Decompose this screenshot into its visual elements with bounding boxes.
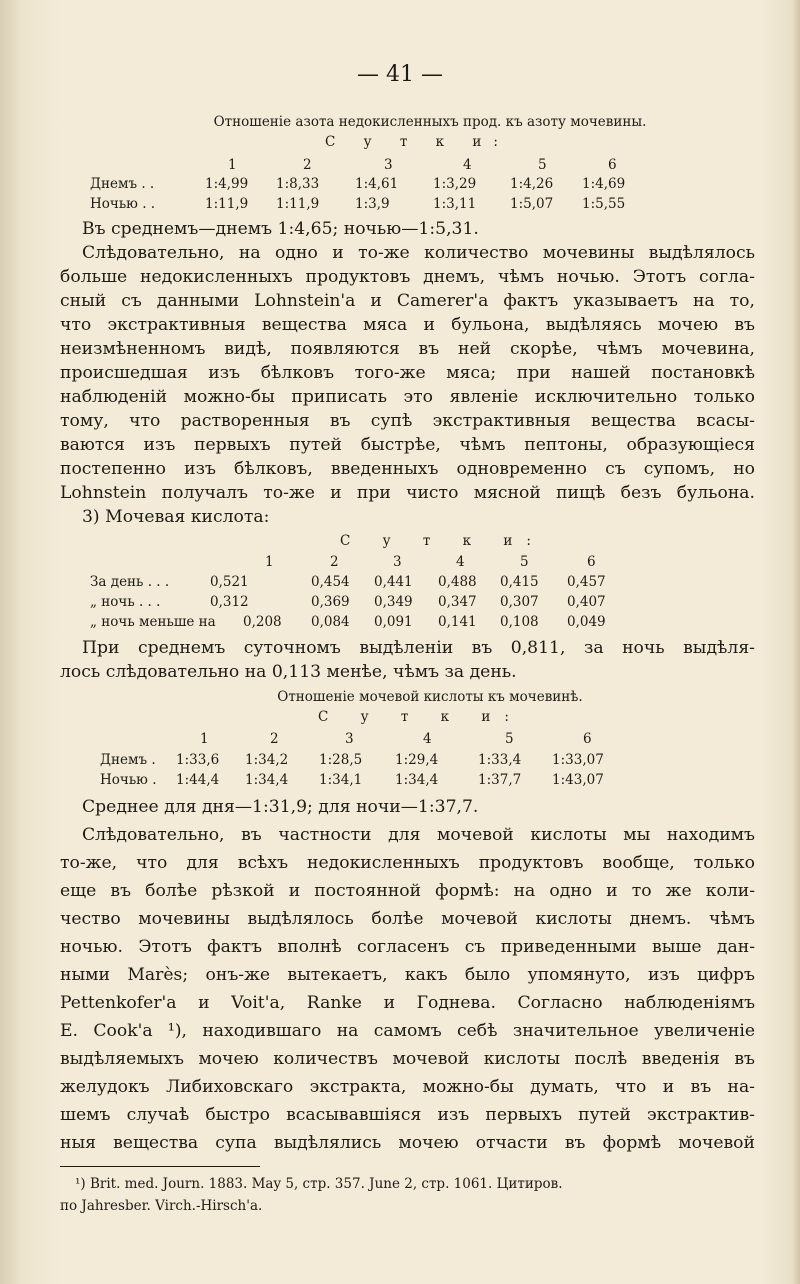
text-line: еще въ болѣе рѣзкой и постоянной формѣ: на одно и то же коли- [60, 881, 755, 901]
table-cell: 0,307 [500, 594, 539, 610]
column-header: 4 [456, 554, 465, 570]
table-cell: 1:33,6 [176, 752, 220, 768]
table-cell: 1:4,69 [582, 176, 626, 192]
table-cell [210, 614, 214, 630]
text-line: шемъ случаѣ быстро всасывавшіяся изъ первыхъ путей экстрактив- [60, 1105, 755, 1125]
text-line: больше недокисленныхъ продуктовъ днемъ, чѣмъ ночью. Этотъ согла- [60, 267, 755, 287]
days-header: С у т к и: [318, 709, 523, 725]
table-cell: 0,369 [311, 594, 350, 610]
row-label: Ночью . [100, 772, 157, 788]
table-cell: 1:3,29 [433, 176, 477, 192]
table-cell: 0,415 [500, 574, 539, 590]
column-header: 2 [303, 157, 312, 173]
column-header: 6 [608, 157, 617, 173]
text-line: сный съ данными Lohnstein'a и Camerer'a фактъ указываетъ на то, [60, 291, 755, 311]
table-cell: 1:34,2 [245, 752, 289, 768]
table-cell: 0,049 [567, 614, 606, 630]
text-line: Lohnstein получалъ то-же и при чисто мясной пищѣ безъ бульона. [60, 483, 755, 503]
row-label: „ ночь . . . [90, 594, 161, 610]
table-cell: 0,141 [438, 614, 477, 630]
table-cell: 0,454 [311, 574, 350, 590]
row-label: „ ночь меньше на [90, 614, 216, 630]
footnote-line: ¹) Brit. med. Journ. 1883. May 5, стр. 357. June 2, стр. 1061. Цитиров. [75, 1176, 563, 1192]
column-header: 1 [265, 554, 274, 570]
text-line: чество мочевины выдѣлялось болѣе мочевой кислоты днемъ. чѣмъ [60, 909, 755, 929]
table-cell: 1:29,4 [395, 752, 439, 768]
column-header: 6 [583, 731, 592, 747]
text-line: выдѣляемыхъ мочею количествъ мочевой кислоты послѣ введенія въ [60, 1049, 755, 1069]
column-header: 3 [345, 731, 354, 747]
table-cell: 1:33,07 [552, 752, 604, 768]
table-cell: 1:3,9 [355, 196, 390, 212]
column-header: 1 [200, 731, 209, 747]
text-line: происшедшая изъ бѣлковъ того-же мяса; при нашей постановкѣ [60, 363, 755, 383]
footnote-divider [60, 1166, 260, 1167]
table-cell: 1:11,9 [276, 196, 320, 212]
table-cell: 1:3,11 [433, 196, 477, 212]
table-cell: 1:5,55 [582, 196, 626, 212]
text-line: Pettenkofer'a и Voit'a, Ranke и Годнева. Согласно наблюденіямъ [60, 993, 755, 1013]
table-cell: 1:33,4 [478, 752, 522, 768]
text-line: ными Marès; онъ-же вытекаетъ, какъ было упомянуто, изъ цифръ [60, 965, 755, 985]
column-header: 2 [330, 554, 339, 570]
column-header: 3 [384, 157, 393, 173]
text-line: постепенно изъ бѣлковъ, введенныхъ одновременно съ супомъ, но [60, 459, 755, 479]
column-header: 3 [393, 554, 402, 570]
column-header: 5 [505, 731, 514, 747]
table-cell: 0,208 [243, 614, 282, 630]
days-header: С у т к и: [325, 134, 510, 150]
table-cell: 0,312 [210, 594, 249, 610]
table-cell: 0,521 [210, 574, 249, 590]
table-caption: Отношеніе азота недокисленныхъ прод. къ азоту мочевины. [213, 114, 647, 130]
text-line: наблюденій можно-бы приписать это явленіе исключительно только [60, 387, 755, 407]
table-cell: 1:34,1 [319, 772, 363, 788]
text-line: Слѣдовательно, въ частности для мочевой кислоты мы находимъ [82, 825, 755, 845]
column-header: 1 [228, 157, 237, 173]
table-cell: 1:44,4 [176, 772, 220, 788]
days-header: С у т к и: [340, 533, 545, 549]
text-line: что экстрактивныя вещества мяса и бульона, выдѣляясь мочею въ [60, 315, 755, 335]
table-cell: 0,108 [500, 614, 539, 630]
table-cell: 1:34,4 [245, 772, 289, 788]
table-cell: 0,084 [311, 614, 350, 630]
table-cell: 0,457 [567, 574, 606, 590]
text-line: желудокъ Либиховскаго экстракта, можно-бы думать, что и въ на- [60, 1077, 755, 1097]
column-header: 5 [538, 157, 547, 173]
column-header: 5 [520, 554, 529, 570]
table-cell: 1:34,4 [395, 772, 439, 788]
text-line: При среднемъ суточномъ выдѣленіи въ 0,811, за ночь выдѣля- [82, 638, 755, 658]
row-label: Днемъ . [100, 752, 156, 768]
table-cell: 1:8,33 [276, 176, 320, 192]
text-line: ныя вещества супа выдѣлялись мочею отчасти въ формѣ мочевой [60, 1133, 755, 1153]
table-cell: 1:43,07 [552, 772, 604, 788]
table-cell: 1:4,26 [510, 176, 554, 192]
text-line: Въ среднемъ—днемъ 1:4,65; ночью—1:5,31. [82, 219, 479, 239]
table-caption: Отношеніе мочевой кислоты къ мочевинѣ. [277, 689, 583, 705]
table-cell: 0,407 [567, 594, 606, 610]
table-cell: 1:5,07 [510, 196, 554, 212]
table-cell: 0,091 [374, 614, 413, 630]
row-label: Днемъ . . [90, 176, 155, 192]
text-line: тому, что растворенныя въ супѣ экстрактивныя вещества всасы- [60, 411, 755, 431]
page-number: — 41 — [357, 62, 443, 87]
text-line: Слѣдовательно, на одно и то-же количество мочевины выдѣлялось [82, 243, 755, 263]
text-line: неизмѣненномъ видѣ, появляются въ ней скорѣе, чѣмъ мочевина, [60, 339, 755, 359]
text-line: E. Cook'a ¹), находившаго на самомъ себѣ значительное увеличеніе [60, 1021, 755, 1041]
table-cell: 1:11,9 [205, 196, 249, 212]
table-cell: 1:4,61 [355, 176, 399, 192]
row-label: За день . . . [90, 574, 170, 590]
table-cell: 0,347 [438, 594, 477, 610]
text-line: то-же, что для всѣхъ недокисленныхъ продуктовъ вообще, только [60, 853, 755, 873]
column-header: 4 [463, 157, 472, 173]
footnote-line: по Jahresber. Virch.-Hirsch'a. [60, 1198, 263, 1214]
table-cell: 1:28,5 [319, 752, 363, 768]
text-line: Среднее для дня—1:31,9; для ночи—1:37,7. [82, 797, 479, 817]
section-heading: 3) Мочевая кислота: [82, 507, 270, 527]
table-cell: 0,349 [374, 594, 413, 610]
table-cell: 1:37,7 [478, 772, 522, 788]
row-label: Ночью . . [90, 196, 156, 212]
table-cell: 0,441 [374, 574, 413, 590]
text-line: ночью. Этотъ фактъ вполнѣ согласенъ съ приведенными выше дан- [60, 937, 755, 957]
column-header: 4 [423, 731, 432, 747]
table-cell: 1:4,99 [205, 176, 249, 192]
column-header: 2 [270, 731, 279, 747]
text-line: ваются изъ первыхъ путей быстрѣе, чѣмъ пептоны, образующіеся [60, 435, 755, 455]
column-header: 6 [587, 554, 596, 570]
table-cell: 0,488 [438, 574, 477, 590]
text-line: лось слѣдовательно на 0,113 менѣе, чѣмъ за день. [60, 662, 517, 682]
